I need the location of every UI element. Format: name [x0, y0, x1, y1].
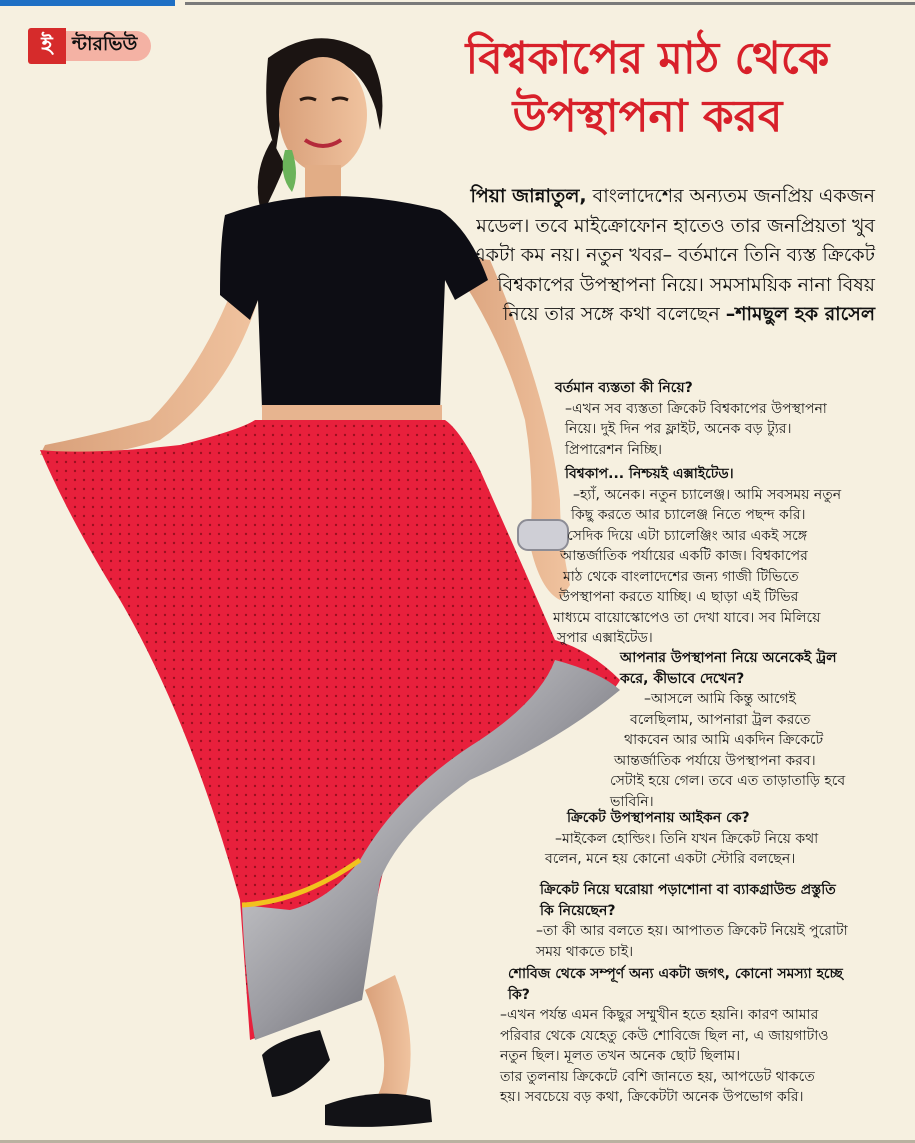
qa-block-2 [553, 464, 880, 649]
headline-line-2: উপস্থাপনা করব [512, 91, 783, 142]
answer-line: পরিবার থেকে যেহেতু কেউ শোবিজে ছিল না, এ জায়গাটাও [500, 1027, 829, 1044]
qa-block-4 [545, 808, 880, 870]
qa-block-1 [555, 378, 875, 460]
question: বিশ্বকাপ... নিশ্চয়ই এক্সাইটেড। [565, 466, 734, 482]
qa-block-5 [518, 880, 883, 962]
answer-line: বলেন, মনে হয় কোনো একটা স্টোরি বলছেন। [545, 851, 796, 867]
answer-line: –আসলে আমি কিন্তু আগেই [644, 691, 796, 707]
question-cont: কি নিয়েছেন? [540, 902, 616, 919]
intro-paragraph [465, 182, 875, 330]
answer-line: সেদিক দিয়ে এটা চ্যালেঞ্জিং আর একই সঙ্গে [567, 527, 807, 544]
sandal-left [262, 1030, 330, 1097]
section-tag-label: ন্টারভিউ [66, 31, 151, 61]
question: ক্রিকেট নিয়ে ঘরোয়া পড়াশোনা বা ব্যাকগ্রাউন্ড প্রস্তুতি [540, 882, 836, 898]
answer-line: –মাইকেল হোল্ডিং। তিনি যখন ক্রিকেট নিয়ে কথা [555, 830, 819, 847]
answer-line: নতুন ছিল। মূলত তখন অনেক ছোট ছিলাম। [500, 1048, 741, 1064]
answer-line: মাধ্যমে বায়োস্কোপেও তা দেখা যাবে। সব মিলিয়ে [553, 609, 821, 626]
answer-line: বলেছিলাম, আপনারা ট্রল করতে [630, 711, 811, 728]
answer-line: হয়। সবচেয়ে বড় কথা, ক্রিকেটটা অনেক উপভোগ করি। [500, 1089, 804, 1105]
intro-name: পিয়া জান্নাতুল, [470, 185, 587, 207]
question-cont: করে, কীভাবে দেখেন? [620, 670, 745, 687]
qa-block-3 [610, 648, 880, 812]
answer-line: সুপার এক্সাইটেড। [557, 630, 653, 646]
answer-line: ভাবিনি। [610, 793, 654, 810]
section-tag [28, 28, 188, 64]
top-rule-accent [0, 0, 175, 6]
section-tag-letter: ই [28, 28, 66, 64]
answer-line: সেটাই হয়ে গেল। তবে এত তাড়াতাড়ি হবে [610, 773, 846, 789]
answer-line: কিছু করতে আর চ্যালেঞ্জ নিতে পছন্দ করি। [571, 507, 806, 523]
leg [365, 975, 411, 1100]
answer-line: মাঠ থেকে বাংলাদেশের জন্য গাজী টিভিতে [563, 568, 799, 585]
answer-line: থাকবেন আর আমি একদিন ক্রিকেটে [624, 732, 824, 748]
answer-line: আন্তর্জাতিক পর্যায়ের একটি কাজ। বিশ্বকাপের [560, 548, 808, 564]
answer-line: –এখন সব ব্যস্ততা ক্রিকেট বিশ্বকাপের উপস্থাপনা [565, 400, 827, 417]
answer-line: আন্তর্জাতিক পর্যায়ে উপস্থাপনা করব। [614, 752, 816, 769]
sandal-right [325, 1094, 432, 1127]
question: ক্রিকেট উপস্থাপনায় আইকন কে? [567, 810, 750, 826]
question: আপনার উপস্থাপনা নিয়ে অনেকেই ট্রল [620, 650, 837, 666]
black-top [220, 196, 488, 414]
question: শোবিজ থেকে সম্পূর্ণ অন্য একটা জগৎ, কোনো সমস্যা হচ্ছে [508, 966, 843, 982]
left-arm [40, 290, 258, 456]
answer-line: নিয়ে। দুই দিন পর ফ্লাইট, অনেক বড় ট্যুর। [565, 421, 792, 437]
byline: –শামছুল হক রাসেল [725, 303, 875, 325]
answer-line: –হ্যাঁ, অনেক। নতুন চ্যালেঞ্জ। আমি সবসময় নতুন [573, 486, 842, 503]
headline-line-1: বিশ্বকাপের মাঠ থেকে [465, 33, 830, 84]
answer-line: তার তুলনায় ক্রিকেটে বেশি জানতে হয়, আপডেট থাকতে [500, 1068, 815, 1085]
answer-line: উপস্থাপনা করতে যাচ্ছি। এ ছাড়া এই টিভির [559, 589, 799, 605]
intro-text: বাংলাদেশের অন্যতম জনপ্রিয় একজন মডেল। তবে মাইক্রোফোন হাতেও তার জনপ্রিয়তা খুব একটা কম নয়। নতুন খবর– বর্তমানে তিনি ব্যস্ত ক্রিকেট বিশ্বকাপের উপস্থাপনা নিয়ে। সমসাময়িক নানা বিষয় নিয়ে তার সঙ্গে কথা বলেছেন [471, 185, 875, 325]
answer-line: প্রিপারেশন নিচ্ছি। [565, 441, 663, 458]
top-rule-line [185, 2, 915, 5]
question-cont: কি? [508, 986, 530, 1003]
top-rule [0, 0, 915, 8]
answer-line: সময় থাকতে চাই। [536, 943, 634, 960]
headline [395, 30, 900, 146]
question: বর্তমান ব্যস্ততা কী নিয়ে? [555, 380, 693, 396]
answer-line: –এখন পর্যন্ত এমন কিছুর সম্মুখীন হতে হয়নি। কারণ আমার [500, 1007, 819, 1023]
qa-block-6 [500, 964, 885, 1108]
answer-line: –তা কী আর বলতে হয়। আপাতত ক্রিকেট নিয়েই পুরোটা [536, 923, 848, 939]
